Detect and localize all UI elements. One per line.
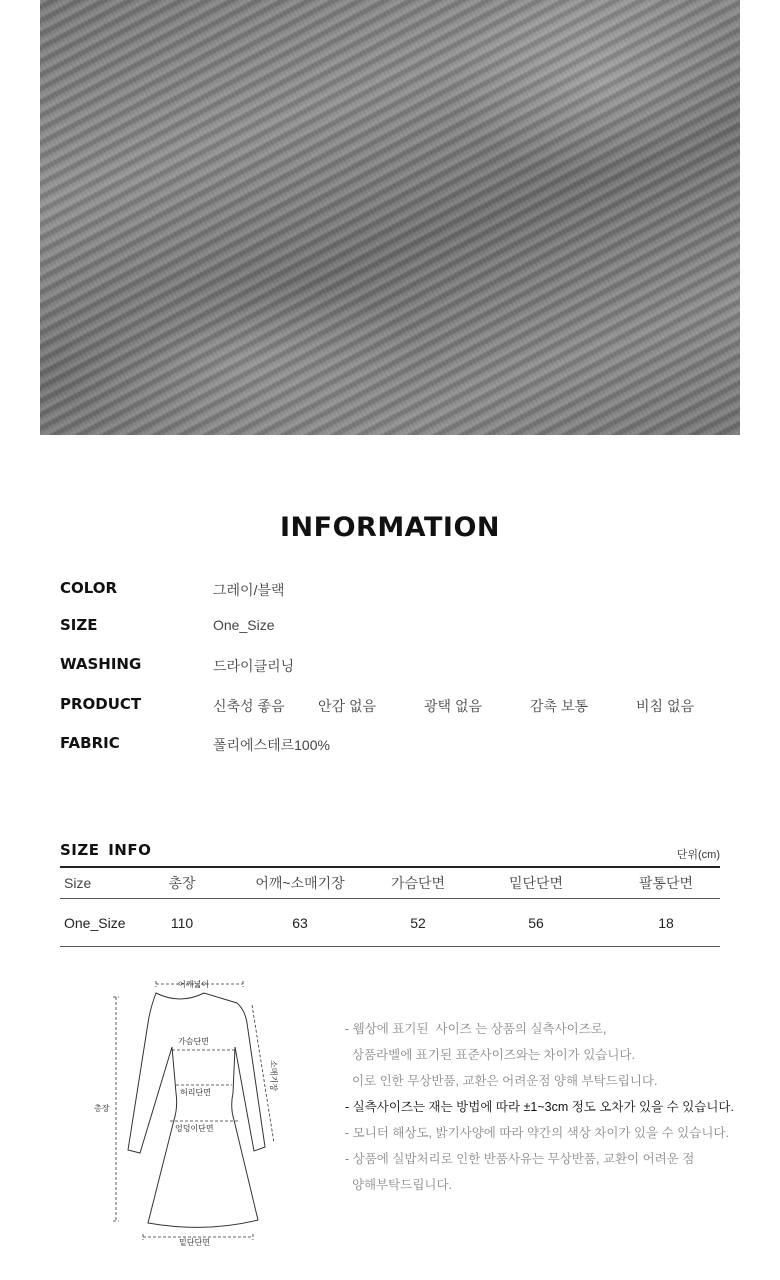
diagram-label-shoulder: 어깨넓이 xyxy=(178,980,209,989)
info-row-color xyxy=(60,579,740,601)
info-label-color: COLOR xyxy=(60,579,118,597)
size-table-header xyxy=(60,867,720,899)
dress-measurement-diagram xyxy=(80,975,290,1250)
product-item-lining: 안감 없음 xyxy=(318,698,376,714)
product-item-stretch: 신축성 좋음 xyxy=(213,698,285,714)
diagram-label-hem: 밑단단면 xyxy=(179,1238,210,1247)
table-cell: 52 xyxy=(410,914,426,931)
info-label-product: PRODUCT xyxy=(60,695,142,713)
table-cell: 63 xyxy=(292,914,308,931)
column-header: 밑단단면 xyxy=(460,867,612,899)
diagram-label-chest: 가슴단면 xyxy=(178,1037,209,1046)
info-row-washing xyxy=(60,655,740,677)
info-label-size: SIZE xyxy=(60,616,98,634)
info-value-color: 그레이/블랙 xyxy=(213,582,285,598)
diagram-label-waist: 허리단면 xyxy=(180,1088,211,1097)
info-label-fabric: FABRIC xyxy=(60,734,120,752)
table-cell: 56 xyxy=(528,914,544,931)
info-row-product xyxy=(60,695,740,717)
info-value-washing: 드라이클리닝 xyxy=(213,658,295,674)
info-value-size: One_Size xyxy=(213,617,275,633)
dress-outline-illustration xyxy=(80,975,290,1250)
column-header: Size xyxy=(60,867,140,899)
note-line: - 상품에 실밥처리로 인한 반품사유는 무상반품, 교환이 어려운 점 xyxy=(345,1152,695,1166)
info-label-washing: WASHING xyxy=(60,655,142,673)
info-row-fabric xyxy=(60,734,740,756)
table-cell: One_Size xyxy=(64,914,126,931)
size-unit-label: 단위(cm) xyxy=(676,849,720,861)
table-row xyxy=(60,899,720,947)
table-cell: 110 xyxy=(170,914,194,931)
column-header: 팔통단면 xyxy=(612,867,720,899)
information-title: INFORMATION xyxy=(279,512,500,543)
info-row-size xyxy=(60,616,740,638)
fabric-closeup-photo xyxy=(40,0,740,435)
note-line: 상품라벨에 표기된 표준사이즈와는 차이가 있습니다. xyxy=(345,1048,635,1062)
note-line-emphasis: - 실측사이즈는 재는 방법에 따라 ±1~3cm 정도 오차가 있을 수 있습니다. xyxy=(345,1100,734,1114)
product-item-texture: 감촉 보통 xyxy=(530,698,588,714)
column-header: 어깨~소매기장 xyxy=(224,867,376,899)
note-line: 이로 인한 무상반품, 교환은 어려운점 양해 부탁드립니다. xyxy=(345,1074,658,1088)
product-item-sheer: 비침 없음 xyxy=(636,698,694,714)
size-info-heading: SIZE INFO xyxy=(60,841,152,859)
diagram-label-sleeve: 소매기장 xyxy=(268,1060,278,1091)
column-header: 총장 xyxy=(140,867,224,899)
diagram-label-length: 총장 xyxy=(94,1104,110,1113)
size-table xyxy=(60,866,720,947)
product-item-gloss: 광택 없음 xyxy=(424,698,482,714)
note-line: - 모니터 해상도, 밝기사양에 따라 약간의 색상 차이가 있을 수 있습니다. xyxy=(345,1126,729,1140)
info-value-fabric: 폴리에스테르100% xyxy=(213,737,330,753)
note-line: 양해부탁드립니다. xyxy=(345,1178,453,1192)
note-line: - 웹상에 표기된 사이즈 는 상품의 실측사이즈로, xyxy=(345,1022,607,1036)
column-header: 가슴단면 xyxy=(376,867,460,899)
table-cell: 18 xyxy=(658,914,674,931)
diagram-label-hip: 엉덩이단면 xyxy=(175,1124,214,1133)
